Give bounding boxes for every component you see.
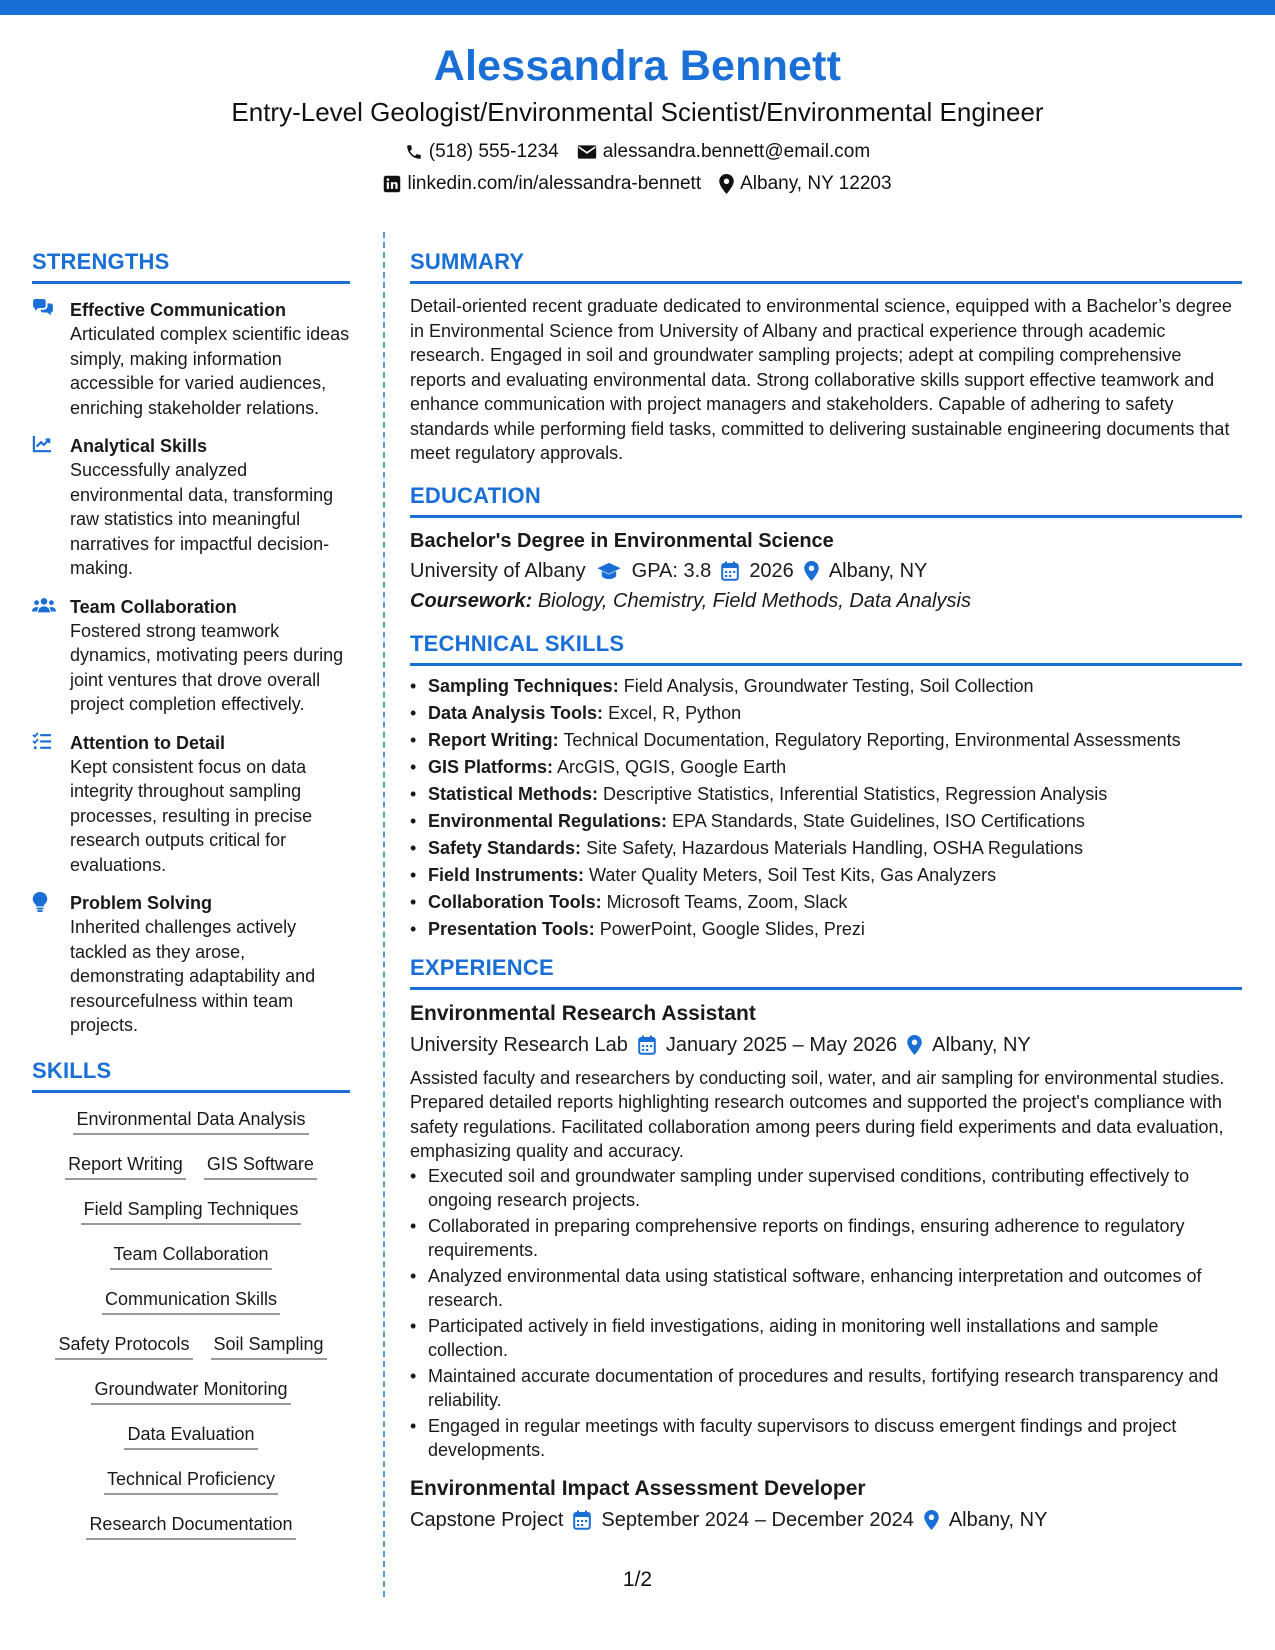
coursework-label: Coursework: bbox=[410, 589, 533, 612]
strength-title: Team Collaboration bbox=[70, 596, 237, 617]
job-title: Environmental Impact Assessment Developer bbox=[410, 1476, 866, 1500]
job-bullets bbox=[410, 1164, 1242, 1463]
list-item bbox=[428, 890, 1242, 915]
degree-title: Bachelor's Degree in Environmental Science bbox=[410, 529, 834, 552]
email-text: alessandra.bennett@email.com bbox=[602, 141, 871, 162]
skill-tag: Data Evaluation bbox=[124, 1422, 257, 1450]
experience-heading: EXPERIENCE bbox=[410, 954, 554, 980]
list-item: • Analyzed environmental data using statistical software, enhancing interpretation and outcomes of research. bbox=[428, 1264, 1242, 1313]
section-rule bbox=[32, 281, 350, 284]
strength-title: Attention to Detail bbox=[70, 732, 225, 753]
tech-skill-value: Site Safety, Hazardous Materials Handling, OSHA Regulations bbox=[586, 837, 1083, 858]
top-accent-bar bbox=[0, 0, 1275, 15]
tech-skill-value: ArcGIS, QGIS, Google Earth bbox=[557, 756, 787, 777]
phone-text: (518) 555-1234 bbox=[428, 141, 559, 162]
summary-heading: SUMMARY bbox=[410, 249, 525, 274]
list-item bbox=[428, 809, 1242, 834]
job-meta bbox=[410, 1507, 1242, 1533]
graduation-year: 2026 bbox=[749, 559, 794, 582]
map-pin-icon bbox=[907, 1035, 922, 1055]
strength-title: Analytical Skills bbox=[70, 436, 208, 456]
email-item[interactable] bbox=[577, 140, 870, 164]
skill-tag: Safety Protocols bbox=[55, 1332, 192, 1360]
graduation-cap-icon bbox=[596, 562, 622, 580]
skill-tag: Report Writing bbox=[65, 1152, 186, 1180]
section-rule bbox=[410, 515, 1242, 518]
school-location: Albany, NY bbox=[828, 559, 928, 582]
gpa-text: GPA: 3.8 bbox=[631, 559, 712, 582]
resume-header bbox=[0, 38, 1275, 196]
list-item bbox=[428, 674, 1242, 699]
linkedin-text: linkedin.com/in/alessandra-bennett bbox=[407, 173, 702, 194]
phone-item[interactable] bbox=[405, 140, 559, 164]
list-item bbox=[428, 782, 1242, 807]
list-item: • Collaborated in preparing comprehensive reports on findings, ensuring adherence to regulatory requirements. bbox=[428, 1214, 1242, 1263]
skill-tag: Research Documentation bbox=[86, 1512, 295, 1540]
job-title: Environmental Research Assistant bbox=[410, 1001, 756, 1025]
map-pin-icon bbox=[804, 561, 819, 581]
strength-item bbox=[32, 731, 350, 878]
tech-skill-label: Data Analysis Tools: bbox=[428, 702, 604, 723]
list-item: • Engaged in regular meetings with faculty supervisors to discuss emergent findings and project developments. bbox=[428, 1414, 1242, 1463]
tech-skill-label: Statistical Methods: bbox=[428, 783, 599, 804]
strength-text: Articulated complex scientific ideas simply, making information accessible for varied audiences, enriching stakeholder relations. bbox=[70, 324, 350, 418]
job-dates: January 2025 – May 2026 bbox=[665, 1033, 898, 1056]
tech-skill-label: Presentation Tools: bbox=[428, 918, 595, 939]
skill-tag: Environmental Data Analysis bbox=[73, 1107, 308, 1135]
tech-skill-label: Report Writing: bbox=[428, 729, 559, 750]
users-icon bbox=[32, 596, 56, 614]
strength-item bbox=[32, 298, 350, 420]
list-item: • Executed soil and groundwater sampling under supervised conditions, contributing effectively to ongoing research projects. bbox=[428, 1164, 1242, 1213]
list-item bbox=[428, 728, 1242, 753]
strength-item bbox=[32, 891, 350, 1038]
candidate-title: Entry-Level Geologist/Environmental Scientist/Environmental Engineer bbox=[231, 97, 1044, 127]
skill-tag: Soil Sampling bbox=[211, 1332, 327, 1360]
tech-skill-label: Sampling Techniques: bbox=[428, 675, 619, 696]
section-rule bbox=[410, 663, 1242, 666]
list-item bbox=[428, 863, 1242, 888]
tech-skill-value: Microsoft Teams, Zoom, Slack bbox=[606, 891, 848, 912]
envelope-icon bbox=[577, 144, 597, 160]
page-number: 1/2 bbox=[622, 1568, 653, 1591]
contact-row-1 bbox=[0, 140, 1275, 164]
checklist-icon bbox=[32, 732, 52, 750]
candidate-name: Alessandra Bennett bbox=[433, 42, 842, 90]
column-divider bbox=[383, 232, 385, 1597]
line-chart-icon bbox=[32, 435, 52, 453]
strength-text: Fostered strong teamwork dynamics, motivating peers during joint ventures that drove overall project completion effectively. bbox=[70, 620, 344, 714]
strength-text: Kept consistent focus on data integrity throughout sampling processes, resulting in precise research outputs critical for evaluations. bbox=[70, 756, 313, 875]
calendar-icon bbox=[721, 561, 739, 581]
skill-tag: Team Collaboration bbox=[110, 1242, 271, 1270]
education-heading: EDUCATION bbox=[410, 482, 541, 508]
left-column bbox=[32, 248, 350, 1557]
lightbulb-icon bbox=[32, 892, 48, 912]
skills-heading: SKILLS bbox=[32, 1057, 112, 1083]
tech-skill-label: Safety Standards: bbox=[428, 837, 582, 858]
skill-tag: Field Sampling Techniques bbox=[81, 1197, 302, 1225]
tech-skill-value: Descriptive Statistics, Inferential Statistics, Regression Analysis bbox=[603, 783, 1108, 804]
job-location: Albany, NY bbox=[932, 1033, 1031, 1056]
skill-tag: Groundwater Monitoring bbox=[91, 1377, 290, 1405]
list-item: • Participated actively in field investigations, aiding in monitoring well installations and sample collection. bbox=[428, 1314, 1242, 1363]
school-name: University of Albany bbox=[410, 559, 586, 582]
job-meta bbox=[410, 1032, 1242, 1058]
tech-skill-value: EPA Standards, State Guidelines, ISO Certifications bbox=[672, 810, 1085, 831]
coursework bbox=[410, 588, 1242, 614]
calendar-icon bbox=[573, 1510, 591, 1530]
chat-bubbles-icon bbox=[32, 299, 54, 317]
list-item bbox=[428, 836, 1242, 861]
skill-tag: Technical Proficiency bbox=[104, 1467, 278, 1495]
strength-item bbox=[32, 434, 350, 581]
job-org: Capstone Project bbox=[410, 1508, 564, 1531]
strength-text: Successfully analyzed environmental data, transforming raw statistics into meaningful narratives for impactful decision-making. bbox=[70, 460, 334, 578]
linkedin-item[interactable] bbox=[383, 172, 701, 196]
technical-skills-list bbox=[410, 674, 1242, 942]
linkedin-icon bbox=[383, 175, 401, 193]
list-item: • Maintained accurate documentation of procedures and results, fortifying research transparency and reliability. bbox=[428, 1364, 1242, 1413]
skill-tag: GIS Software bbox=[204, 1152, 317, 1180]
strength-title: Problem Solving bbox=[70, 893, 213, 913]
list-item bbox=[428, 701, 1242, 726]
list-item bbox=[428, 917, 1242, 942]
skill-tag: Communication Skills bbox=[102, 1287, 280, 1315]
skills-list bbox=[32, 1107, 350, 1540]
strength-title: Effective Communication bbox=[70, 300, 287, 320]
calendar-icon bbox=[638, 1035, 656, 1055]
location-item bbox=[719, 172, 891, 196]
job-dates: September 2024 – December 2024 bbox=[601, 1508, 914, 1531]
location-text: Albany, NY 12203 bbox=[740, 173, 892, 194]
tech-skill-label: Collaboration Tools: bbox=[428, 891, 602, 912]
strength-item bbox=[32, 595, 350, 717]
strength-text: Inherited challenges actively tackled as they arose, demonstrating adaptability and resourcefulness within team projects. bbox=[70, 917, 316, 1035]
job-description: Assisted faculty and researchers by conducting soil, water, and air sampling for environmental studies. Prepared detailed reports highlighting research outcomes and supported the project's compliance with safety regulations. Facilitated collaboration among peers during field experiments and data evaluation, emphasizing quality and accuracy. bbox=[410, 1067, 1225, 1161]
tech-skill-value: Water Quality Meters, Soil Test Kits, Gas Analyzers bbox=[589, 864, 997, 885]
summary-text: Detail-oriented recent graduate dedicated to environmental science, equipped with a Bachelor’s degree in Environmental Science from University of Albany and practical experience through academic research. Engaged in soil and groundwater sampling projects; adept at compiling comprehensive reports and evaluating environmental data. Strong collaborative skills support effective teamwork and enhance communication with project managers and stakeholders. Capable of adhering to safety standards while performing field tasks, committed to delivering sustainable engineering documents that meet regulatory approvals. bbox=[410, 296, 1232, 463]
tech-skill-value: Technical Documentation, Regulatory Reporting, Environmental Assessments bbox=[563, 729, 1181, 750]
contact-row-2 bbox=[0, 172, 1275, 196]
job-org: University Research Lab bbox=[410, 1033, 628, 1056]
phone-icon bbox=[405, 143, 423, 161]
section-rule bbox=[410, 987, 1242, 990]
education-meta bbox=[410, 558, 1242, 584]
tech-skill-label: Field Instruments: bbox=[428, 864, 585, 885]
tech-skill-label: GIS Platforms: bbox=[428, 756, 554, 777]
tech-skill-value: Excel, R, Python bbox=[608, 702, 742, 723]
technical-skills-heading: TECHNICAL SKILLS bbox=[410, 630, 625, 656]
map-pin-icon bbox=[924, 1510, 939, 1530]
tech-skill-label: Environmental Regulations: bbox=[428, 810, 668, 831]
coursework-list: Biology, Chemistry, Field Methods, Data Analysis bbox=[537, 589, 971, 612]
section-rule bbox=[410, 281, 1242, 284]
job-location: Albany, NY bbox=[948, 1508, 1048, 1531]
list-item bbox=[428, 755, 1242, 780]
tech-skill-value: Field Analysis, Groundwater Testing, Soil Collection bbox=[623, 675, 1034, 696]
right-column bbox=[410, 248, 1242, 1533]
strengths-heading: STRENGTHS bbox=[32, 249, 170, 274]
tech-skill-value: PowerPoint, Google Slides, Prezi bbox=[599, 918, 865, 939]
map-pin-icon bbox=[719, 174, 734, 194]
section-rule bbox=[32, 1090, 350, 1093]
